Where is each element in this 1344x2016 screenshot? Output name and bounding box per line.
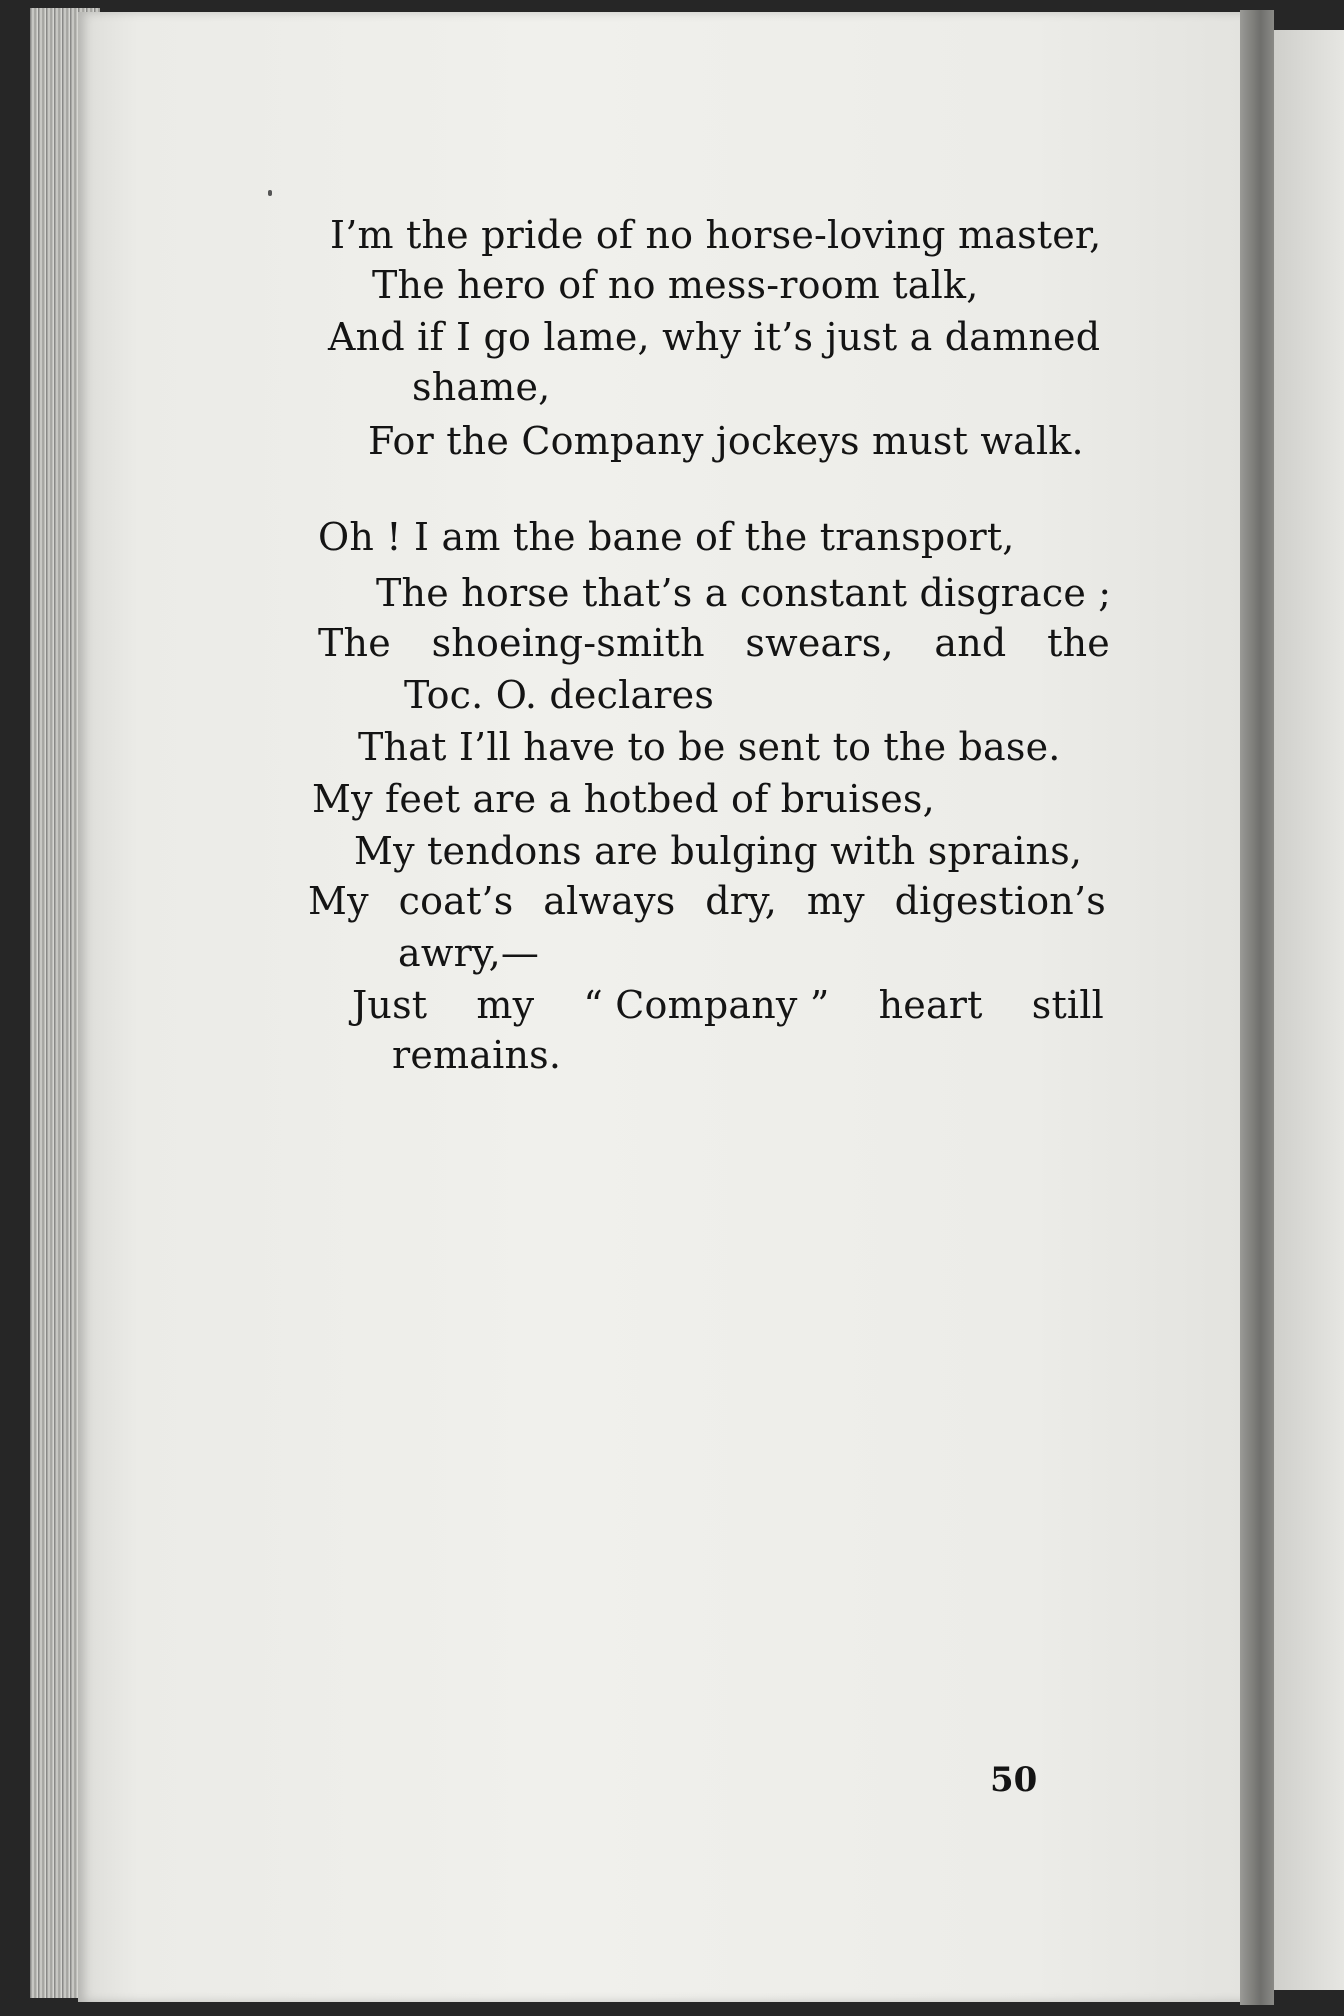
stanza1-line3: And if I go lame, why it’s just a damned (328, 315, 1101, 359)
word: dry, (705, 879, 778, 923)
stanza2-line8 (308, 876, 1106, 926)
stanza1-line5: For the Company jockeys must walk. (368, 419, 1084, 463)
word: My (308, 879, 369, 923)
stanza2-line1: Oh ! I am the bane of the transport, (318, 515, 1015, 559)
stanza2-line9: awry,— (398, 931, 540, 975)
word: heart (878, 983, 983, 1027)
word: coat’s (398, 879, 514, 923)
stanza2-line11: remains. (392, 1033, 562, 1077)
stanza2-line3 (318, 618, 1110, 668)
word: swears, (745, 621, 894, 665)
stanza2-line5: That I’ll have to be sent to the base. (358, 725, 1061, 769)
word: always (543, 879, 676, 923)
word: and (934, 621, 1007, 665)
stanza2-line7: My tendons are bulging with sprains, (354, 829, 1083, 873)
stanza2-line6: My feet are a hotbed of bruises, (312, 777, 935, 821)
word: my (476, 983, 535, 1027)
word: still (1031, 983, 1104, 1027)
stanza1-line4: shame, (412, 365, 551, 409)
word: Just (352, 983, 428, 1027)
word: the (1047, 621, 1110, 665)
word: The (318, 621, 391, 665)
stanza2-line10 (352, 980, 1104, 1030)
stanza1-line1: I’m the pride of no horse-loving master, (330, 213, 1102, 257)
word: digestion’s (894, 879, 1106, 923)
word: shoeing-smith (431, 621, 705, 665)
word: my (806, 879, 865, 923)
word: “ Company ” (583, 983, 830, 1027)
stanza2-line4: Toc. O. declares (404, 673, 715, 717)
stanza1-line2: The hero of no mess-room talk, (372, 263, 979, 307)
page-number: 50 (990, 1760, 1038, 1800)
stanza2-line2: The horse that’s a constant disgrace ; (376, 571, 1112, 615)
